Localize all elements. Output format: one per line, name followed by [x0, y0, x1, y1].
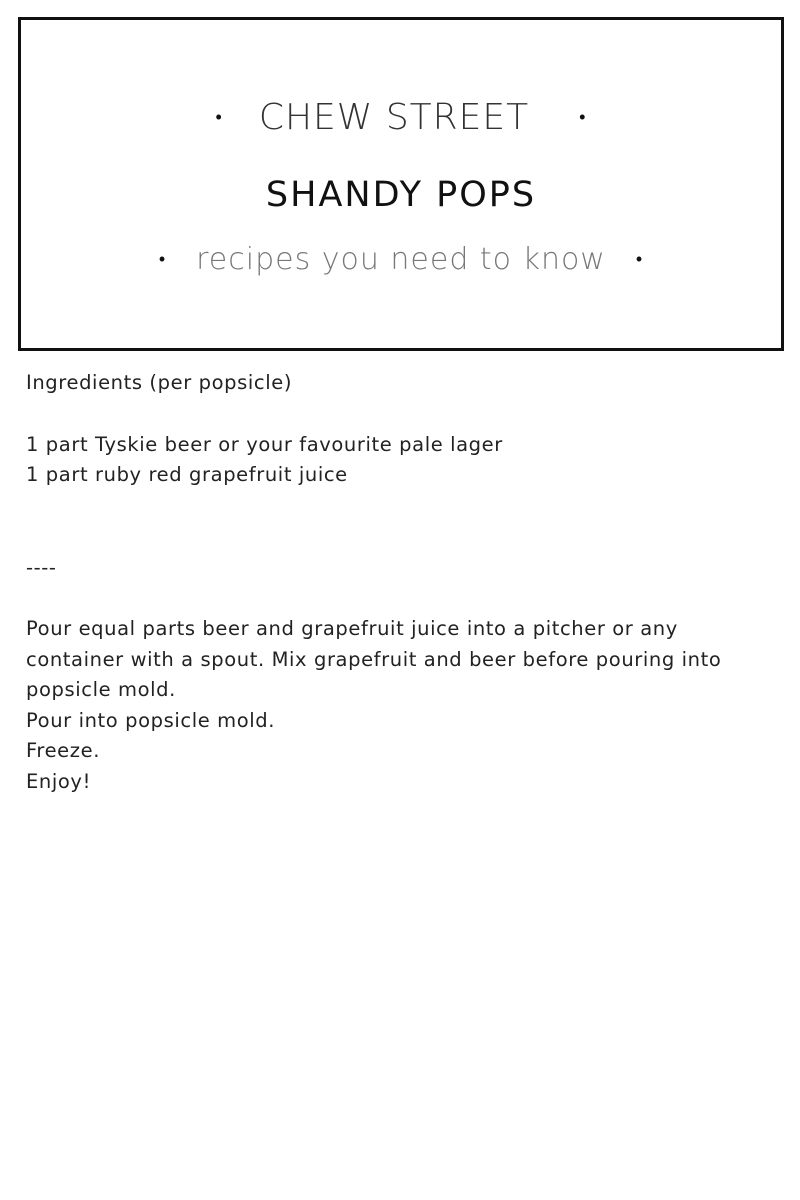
- spacer: [26, 491, 766, 522]
- ingredient-item: 1 part Tyskie beer or your favourite pale lager: [26, 432, 503, 456]
- step-item: Pour into popsicle mold.: [26, 708, 276, 732]
- section-separator: ----: [26, 555, 57, 579]
- bullet-dot-icon: •: [215, 106, 223, 128]
- ingredients-heading: Ingredients (per popsicle): [26, 371, 293, 394]
- step-item: Freeze.: [26, 739, 101, 762]
- recipe-title: SHANDY POPS: [265, 175, 537, 215]
- spacer: [26, 399, 766, 430]
- bullet-dot-icon: •: [579, 106, 587, 128]
- step-item: Enjoy!: [26, 769, 91, 793]
- spacer: [26, 583, 766, 614]
- tagline-line: [21, 234, 781, 284]
- bullet-dot-icon: •: [635, 248, 644, 270]
- ingredient-item: 1 part ruby red grapefruit juice: [26, 463, 348, 486]
- brand-name: CHEW STREET: [258, 96, 530, 138]
- step-item: Pour equal parts beer and grapefruit juice into a pitcher or any container with a spout. Mix grapefruit and beer before pouring into popsicle mold.: [26, 617, 722, 701]
- brand-line: [21, 92, 781, 142]
- bullet-dot-icon: •: [158, 248, 167, 270]
- recipe-body: [26, 368, 766, 797]
- header-box: [18, 17, 784, 351]
- spacer: [26, 522, 766, 553]
- tagline-text: recipes you need to know: [196, 241, 606, 277]
